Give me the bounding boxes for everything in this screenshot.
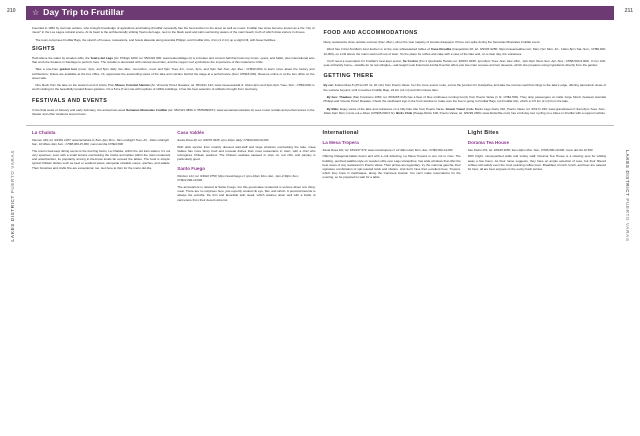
left-tab [0,150,26,436]
main-two-column-block [26,26,614,119]
listing-title-la-chalota: La Chalota [32,130,56,136]
sights-p1-rest: (Av. Philippi 1000; tel. 65/2422 900; www.teatrodellago.cl) is a theater and concert hall that hosts top music, opera, and ballet, plus international acts that snub the theaters in Santiago to perform here. The outside is decorated with colored wood tiles, and the copper roof symbolizes the importance of this material to Chile. [32,55,315,65]
food-p2-lead: Word has it that Frutillar's best kuchen is at the cute whitewashed tables of [326,47,431,52]
sights-p3-bold: Museo Colonial Alemán [115,83,150,88]
divider-rule [26,125,614,126]
listing-meta-santo-fuego: Windsor 121; tel. 9/3922 9750; https://santofuego.cl; 1pm-10pm Mon.-Sat., 1pm-4:30pm Sun.; CH$12,000-19,000 [177,174,300,183]
sights-p2-rest: (noon, 3pm, and 5pm daily Jan.-Mar., noon-Mon., noon and 5pm Tues.-Fri., noon, 3pm, and 5pm Sat.-Sun. Apr.-Dec.; CH$10,000) to learn more about the history and architecture; tickets are available at the box office. Or, appreciate the astounding views of the lake and volcano behind the stage at a performance (from CH$15,000). Reserve online or at the box office on the street side. [32,67,315,80]
listing-title-dorama-tea-house: Dorama Tea House [467,139,510,145]
listing-body-dorama-tea-house: With bright, mural-painted walls and smiley staff, Dorama Tea House is a relaxing spot for whiling away a few hours. As their name suggests, they have an ample selection of teas, but their filtered coffees will satisfy even the most exacting coffee lover. Breakfast, brunch, lunch, and beer are catered for here; all are best enjoyed on the sunny back terrace. [467,154,606,171]
left-tab-sub: PUERTO VARAS [9,150,15,194]
heading-festivals: FESTIVALS AND EVENTS [32,97,108,104]
listing-body-la-chalota: The town's best-kept dining secret is the buzzing bistro, La Chalota, within the old train station. It's not very spacious; even with a small terrace overlooking the tracks and tables within the main restaurant and antechamber, its popularity among in-the-know locals far exceed the tables. The food is simple: typical Chilean dishes such as beef or seafood stews, alongside sizeable soups, quiches, and salads. Their brownies and crafts fins are exceptional, too. Get here at 3pm for the menú del día. [32,148,171,170]
section-header-bar [26,6,614,20]
page-number-left: 210 [7,8,16,14]
sights-p1-lead: Held above the water by wooden stilts, the [32,55,91,60]
heading-sights: SIGHTS [32,45,56,52]
listing-meta-la-chalota: Klenner 349; tel. 9/4381 1287; www.lachalota.cl; 8am-4pm Mon., 8am-midnight Tues.-Fri., 10am-midnight Sat., 10:30am-4pm Sun.; CH$8,000-15,000, menú del día CH$10,800 [32,138,169,147]
listing-title-la-mesa-tropera: La Mesa Tropera [322,139,359,145]
left-margin [0,0,26,436]
intro-paragraph: Founded in 1852 by German settlers, who brought knowledge of agriculture and baking (Frutillar reportedly has the best kuchen in the area) as well as music, Frutillar has since become known as a the "city of music" in the Los Lagos cultural scene. At its heart is the architecturally striking Teatro del Lago, next to the black sand and calm swimming waters of the main beach, both of which draw visitors in droves. [32,26,315,35]
listing-body-la-mesa-tropera: Offering Patagonia-Italian fusion and with a cult following, La Mesa Tropera is one not to miss. The building, perched palafito-style on wooden stilts over Lago Llanquihue, has wide windows that offer the best views of any restaurant in Puerto Varas. Their pizzas are legendary: try the mamma gaucha, their signature combination of spit-roasted lamb and cilantro. And don't miss their excellent beer, Tropera, which they brew in Calchaique, along the Carretera Austral. You can't make reservations for the evening, so be prepared to wait for a table. [322,154,461,180]
food-p3-bold: Se Cocina [402,59,418,64]
getting-bike-text: Enjoy views of the lake and volcanoes on a hilly bike ride from Puerto Varas. [339,106,446,111]
getting-bus-text: (San Francisco 1060; tel. 65/2265 019) has a fleet of blue minibuses running hourly from Puerto Varas (1 hr; CH$1,500). They drop passengers on Calle Jorge Montt, between Avenida Philippi and Vicente Pérez Rosales. Check the cardboard sign in the front window to make sure the bus is going to Frutillar Bajo, not Frutillar Alto, which is 3.5 km (2 mi) from the lake. [323,95,606,104]
festivals-rest: (tel. 65/2421 3869 or 65/56996071; www.semanasmusicales.cl) sees music recitals and performances in the theater and other locations around town. [32,107,315,116]
listing-title-casa-valdes: Casa Valdés [177,130,205,136]
festivals-bold: Semanas Musicales Frutillar [126,107,168,112]
listing-column-2 [177,130,315,205]
listing-column-1 [32,130,170,205]
right-tab-label [624,150,630,242]
listing-column-4 [468,130,606,205]
sights-p2-bold: guided tour [59,67,77,72]
getting-bus-label: By bus: [326,95,340,100]
page-title: Day Trip to Frutillar [43,7,125,18]
listings-block [26,130,614,205]
festivals-lead: In the final week of January and early February, the annual two-week [32,107,127,112]
heading-food: FOOD AND ACCOMMODATIONS [323,30,418,36]
listing-column-3 [323,130,461,205]
intro-paragraph-2 [32,38,315,42]
food-p2-bold: Casa Rosalba [431,47,452,52]
food-p3-lead: You'll need a reservation for Frutillar's best-kept secret, [326,59,403,64]
listing-section-light-bites: Light Bites [467,130,499,137]
right-tab [614,150,640,436]
listing-title-santo-fuego: Santo Fuego [177,166,206,172]
sights-p3-lead: One block from the lake on the western end of Arturo Prat, [35,83,116,88]
page-number-right: 211 [624,8,633,14]
getting-bike-operator-2: Birds Chile [396,110,413,115]
food-p3-rest: (Km 2 Quebrada Honda; tel. 9/8972 8195; 1pm-8pm Tues.-Sun. Dec.-Mar., 1pm-8pm Wed.-Sun. Apr.-Nov.; CH$6,500-9,800). In her 100-year-old family home—notable for its red shingles—self-taught cook Francisca Acuña Kuschel offers just two main courses and two desserts, which she prepares using ingredients directly from the garden. [323,59,607,68]
page-content [26,0,614,436]
column-left [32,26,315,119]
getting-paragraph-bike [324,107,607,115]
sights-paragraph-2 [32,67,315,80]
food-paragraph-1: Many restaurants close outside summer (Dec.-Mar.), when the vast majority of tourists disappear. Prices can spike during the Semanas Musicales Frutillar event. [323,40,541,45]
sights-paragraph-1 [32,56,315,64]
sights-p2-lead: Take a one-hour [35,67,60,72]
food-p2-rest: (Caupolicán 28; tel. 9/9336 9286; https://casarosalba.com; 8am-7pm Mon.-Fri., 10am-5pm Sat.-Sun.; CH$5,000-10,000), on a hill above the main road north out of town. It's the place for coffee and cake with a view of the lake and, on a clear day, the volcanoes. [323,47,607,56]
left-tab-label [10,150,16,242]
heading-getting-there: GETTING THERE [323,73,374,80]
listing-meta-la-mesa-tropera: Santa Rosa 161; tel. 65/2237 973; www.mesatropera.cl; 12:30pm-2am Mon.-Sat.; CH$9,000-14,000 [322,147,453,152]
getting-car-label: By car: [323,83,335,88]
festivals-paragraph [32,108,315,116]
food-paragraph-2 [324,47,607,55]
getting-paragraph-bus [324,95,607,103]
listing-meta-casa-valdes: Santa Rosa 40; tel. 9/9079 3938; 1pm-10pm daily; CH$10,000-20,000 [177,138,269,143]
getting-paragraph-car [324,83,607,91]
getting-bike-text-2: (Calle Borde Lago Norte 332, Puerto Varas; tel. 9/5171 333; www.graveltravel.cl; 9am-6pm Tues.-Sun., 10am-6pm Mon.) rents out e-bikes (CH$35,000/4 hr). [323,106,606,115]
intro-paragraph-2-text: The town comprises Frutillar Bajo, the stretch of houses, restaurants, and hotels lakeside along Avenida Philippi, and Frutillar Alto, 2 km (1.2 mi) up a slight hill, with fewer facilities. [35,37,277,42]
getting-bus-operator: Thaebus [339,95,352,100]
sights-p3-rest: (Av. Vincente Pérez Rosales; tel. 65/2421 142; www.museoaustral.cl; 10am-2pm and 3pm-6pm Tues.-Sun.; CH$3,000) is worth visiting for the beautifully tended flower gardens. On a 5-ha (7-ac) site with replicas of 1940s buildings, it has the best selection of artifacts brought from Germany. [32,83,315,92]
listing-body-casa-valdes: With slick service from smartly dressed wait-staff and large windows overlooking the lake, Casa Valdés has more fancy food and unusual dishes than most restaurants in town, with a chef who reimagines Chilean seafood. The Chilean seabass sauteed in olive oil, red chili, and parsley is particularly good. [177,144,316,162]
column-right [324,26,607,119]
right-tab-main: LAKES DISTRICT [625,150,631,197]
left-tab-main: LAKES DISTRICT [9,195,15,242]
sights-paragraph-3 [32,83,315,91]
star-icon: ☆ [32,8,40,18]
right-margin [614,0,640,436]
getting-bike-text-3: (Pasaje Riche 108, Puerto Varas; tel. 9/9299 2606; www.birdschile.com) has a full-day tour cycling on e-bikes to Frutillar with a support vehicle. [412,110,606,115]
listing-body-santo-fuego: The atmosphere is relaxed at Santo Fuego, but this good-value restaurant is serious about one thing: meat. There are no surprises here, just expertly cooked rib eye, filet, and sirloin. A personal favorite is always the entraña, the thin and favorable skirt steak, which washes down well with a bottle of carmenère from their decent wine list. [177,184,316,202]
listing-meta-dorama-tea-house: San Pedro 251; tel. 9/8448 3050; 9am-10pm Mon.-Sat.; CH$5,000-10,000, menú del día 10,500 [467,147,593,152]
food-paragraph-3 [324,59,607,67]
right-tab-sub: PUERTO VARAS [625,198,631,242]
getting-car-text: Follow Ruta 5 (25 km/15 mi; 20 min) from Puerto Varas. For the more scenic route, exit at the junction for Llanquihue and take the narrow road that clings to the lake's edge, offering panoramic views of the volcano beyond, until it reaches Frutillar Bajo, 24 km (14 mi) and 30 minutes later. [323,83,606,92]
getting-bike-label: By Bike: [326,106,340,111]
sights-p1-bold: Teatro del Lago [90,55,114,60]
getting-bike-operator-1: Gravel Travel [445,106,465,111]
listing-section-international: International [322,130,359,137]
